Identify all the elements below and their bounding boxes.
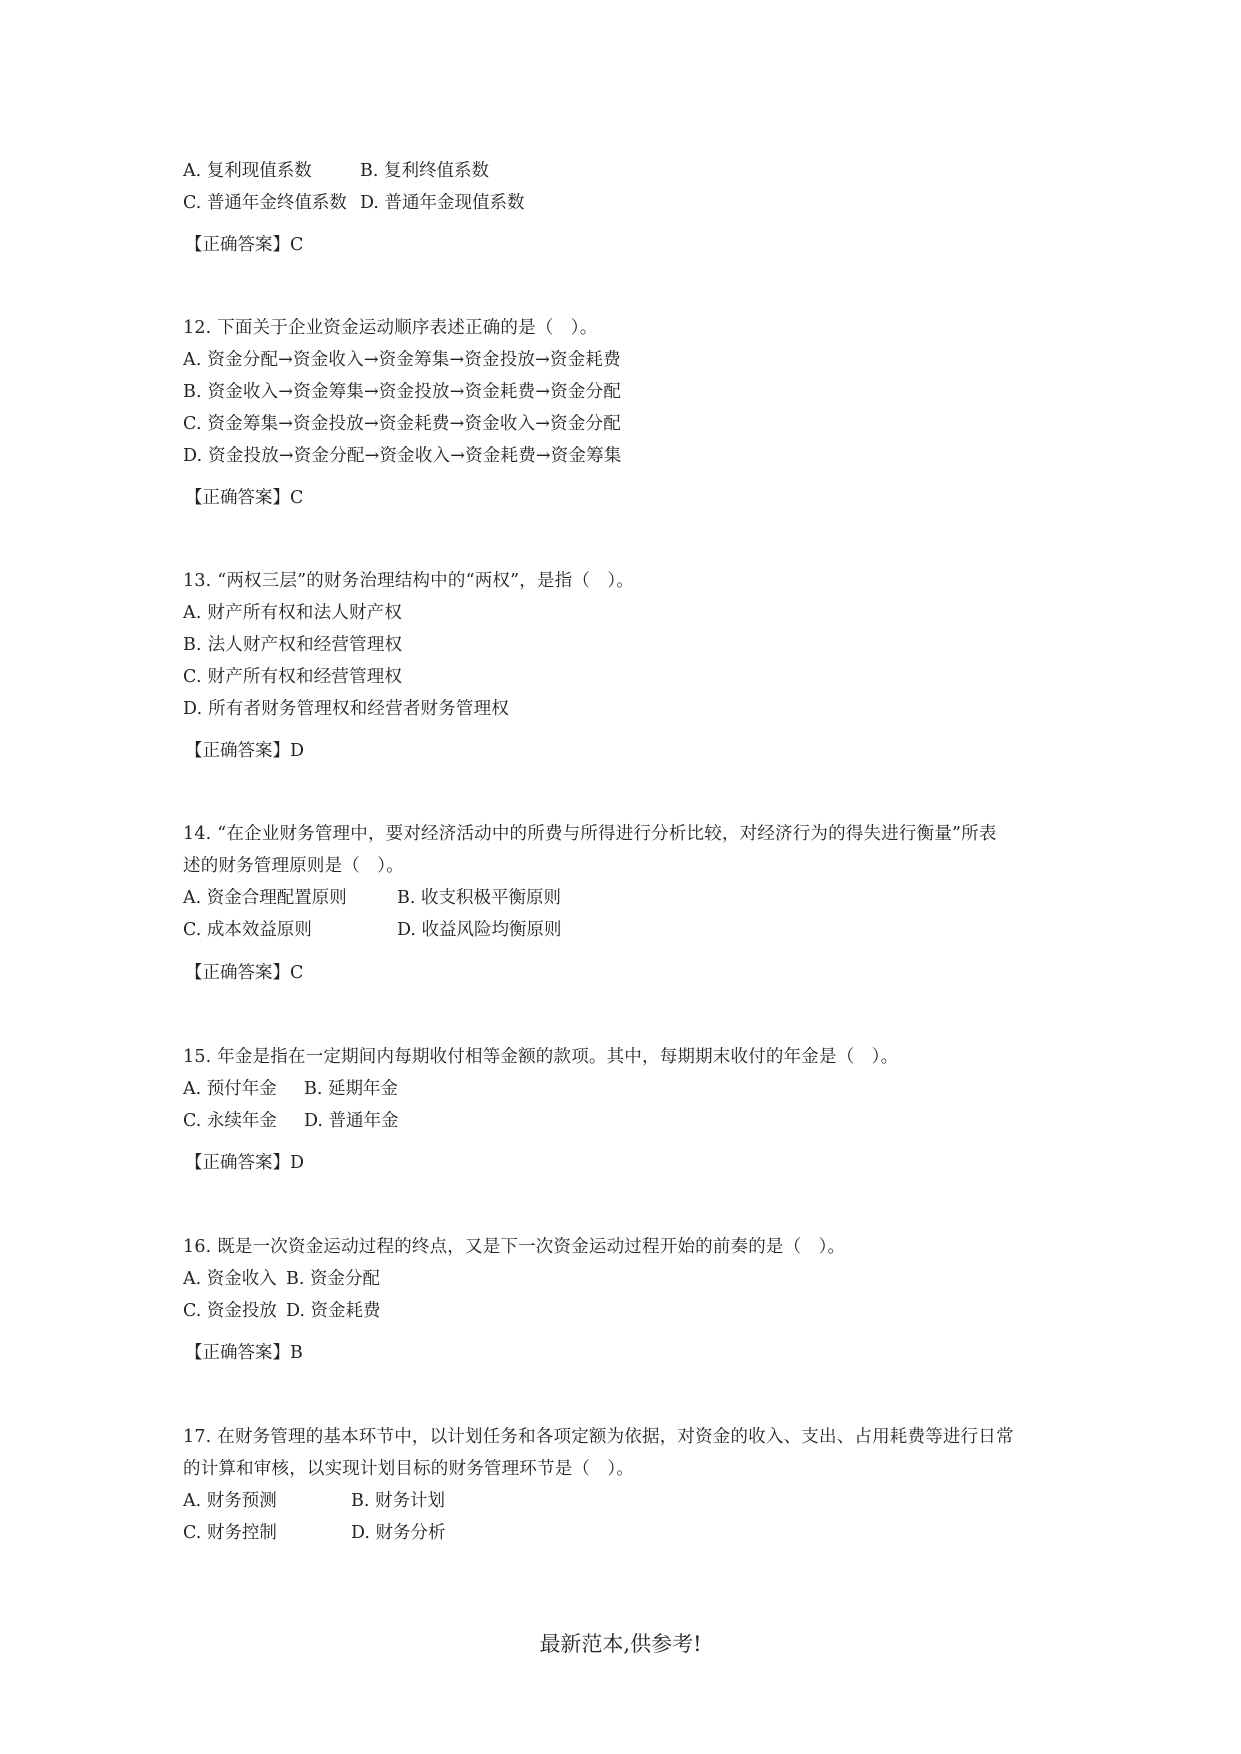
q17-option-d: D. 财务分析 bbox=[351, 1523, 446, 1543]
q13-option-a: A. 财产所有权和法人财产权 bbox=[183, 603, 403, 623]
q17-option-c: C. 财务控制 bbox=[183, 1523, 277, 1543]
q15-answer: 【正确答案】D bbox=[185, 1153, 305, 1173]
q16-option-c: C. 资金投放 bbox=[183, 1301, 277, 1321]
q11-option-a: A. 复利现值系数 bbox=[183, 161, 312, 181]
q17-stem-line-1: 17. 在财务管理的基本环节中，以计划任务和各项定额为依据，对资金的收入、支出、占用耗费等进行日常 bbox=[183, 1427, 1014, 1447]
q11-answer: 【正确答案】C bbox=[185, 235, 304, 255]
q16-answer: 【正确答案】B bbox=[185, 1343, 303, 1363]
q16-option-b: B. 资金分配 bbox=[286, 1269, 380, 1289]
q14-option-b: B. 收支积极平衡原则 bbox=[397, 888, 561, 908]
q17-stem-line-2: 的计算和审核，以实现计划目标的财务管理环节是（ ）。 bbox=[183, 1459, 635, 1479]
q11-option-c: C. 普通年金终值系数 bbox=[183, 193, 347, 213]
q12-option-b: B. 资金收入→资金筹集→资金投放→资金耗费→资金分配 bbox=[183, 382, 622, 402]
q12-option-d: D. 资金投放→资金分配→资金收入→资金耗费→资金筹集 bbox=[183, 446, 622, 466]
q17-option-a: A. 财务预测 bbox=[183, 1491, 277, 1511]
q12-answer: 【正确答案】C bbox=[185, 488, 304, 508]
q14-stem-line-1: 14. “在企业财务管理中，要对经济活动中的所费与所得进行分析比较，对经济行为的得失进行衡量”所表 bbox=[183, 824, 997, 844]
q15-option-a: A. 预付年金 bbox=[183, 1079, 277, 1099]
q14-answer: 【正确答案】C bbox=[185, 963, 304, 983]
q11-option-b: B. 复利终值系数 bbox=[360, 161, 489, 181]
q15-option-c: C. 永续年金 bbox=[183, 1111, 277, 1131]
q13-answer: 【正确答案】D bbox=[185, 741, 305, 761]
q13-stem: 13. “两权三层”的财务治理结构中的“两权”，是指（ ）。 bbox=[183, 571, 635, 591]
q12-option-c: C. 资金筹集→资金投放→资金耗费→资金收入→资金分配 bbox=[183, 414, 621, 434]
q15-option-b: B. 延期年金 bbox=[304, 1079, 398, 1099]
q14-option-d: D. 收益风险均衡原则 bbox=[397, 920, 562, 940]
q17-option-b: B. 财务计划 bbox=[351, 1491, 445, 1511]
q14-option-c: C. 成本效益原则 bbox=[183, 920, 312, 940]
q14-stem-line-2: 述的财务管理原则是（ ）。 bbox=[183, 856, 404, 876]
q13-option-b: B. 法人财产权和经营管理权 bbox=[183, 635, 403, 655]
q12-stem: 12. 下面关于企业资金运动顺序表述正确的是（ ）。 bbox=[183, 318, 598, 338]
q16-option-a: A. 资金收入 bbox=[183, 1269, 277, 1289]
q11-option-d: D. 普通年金现值系数 bbox=[360, 193, 525, 213]
q16-stem: 16. 既是一次资金运动过程的终点，又是下一次资金运动过程开始的前奏的是（ ）。 bbox=[183, 1237, 846, 1257]
q12-option-a: A. 资金分配→资金收入→资金筹集→资金投放→资金耗费 bbox=[183, 350, 621, 370]
q15-stem: 15. 年金是指在一定期间内每期收付相等金额的款项。其中，每期期末收付的年金是（ ）。 bbox=[183, 1047, 899, 1067]
q16-option-d: D. 资金耗费 bbox=[286, 1301, 381, 1321]
page-footer: 最新范本,供参考! bbox=[539, 1632, 702, 1656]
q15-option-d: D. 普通年金 bbox=[304, 1111, 399, 1131]
q14-option-a: A. 资金合理配置原则 bbox=[183, 888, 347, 908]
q13-option-d: D. 所有者财务管理权和经营者财务管理权 bbox=[183, 699, 510, 719]
q13-option-c: C. 财产所有权和经营管理权 bbox=[183, 667, 403, 687]
